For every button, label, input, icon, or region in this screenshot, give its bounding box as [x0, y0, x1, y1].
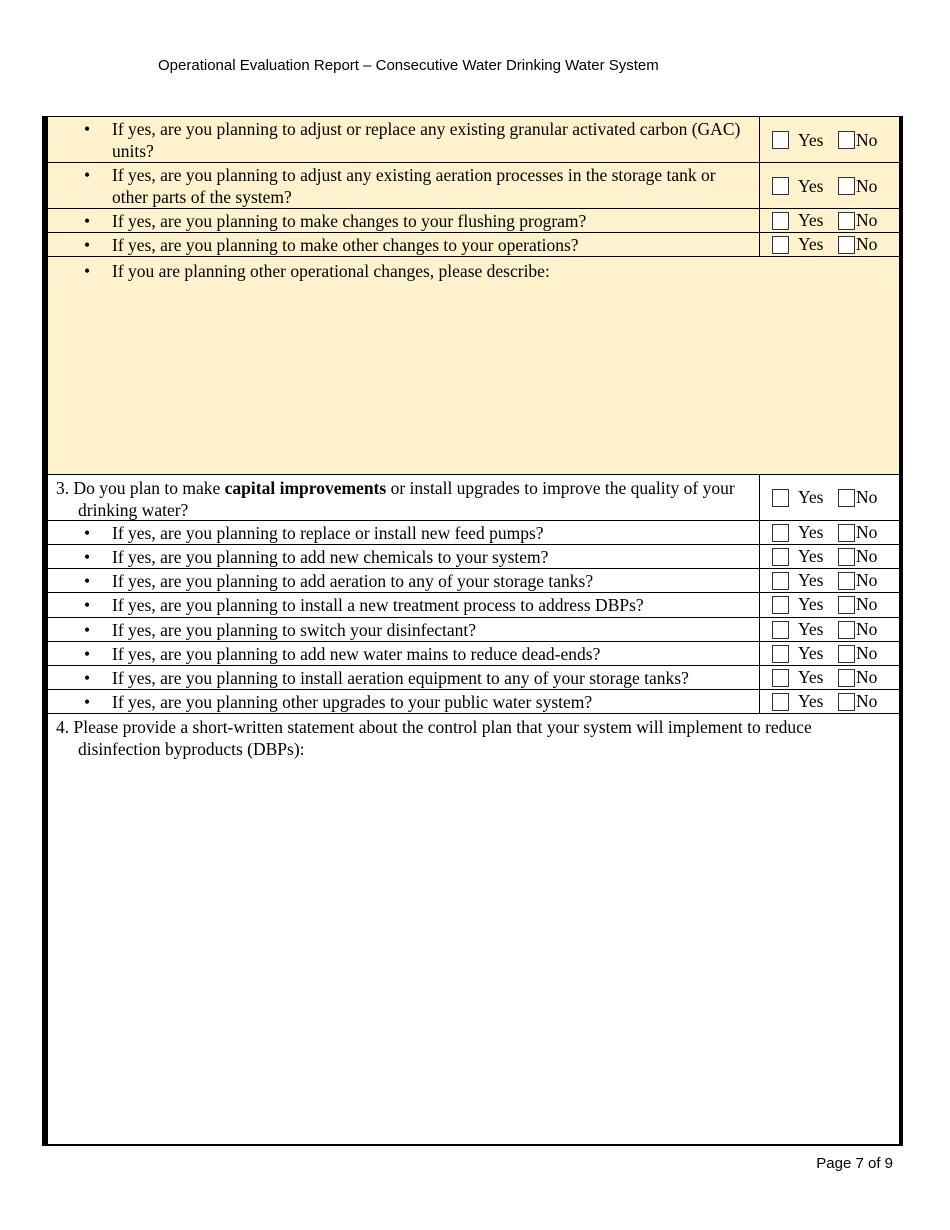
other-changes-row [48, 257, 899, 475]
no-checkbox[interactable] [838, 524, 855, 542]
table-row [48, 593, 899, 618]
q3-question-text: 3. Do you plan to make capital improvements or install upgrades to improve the quality of your drinking water? [56, 478, 735, 520]
no-checkbox[interactable] [838, 693, 855, 711]
yes-checkbox[interactable] [772, 572, 789, 590]
question-cell [48, 163, 760, 208]
bullet-icon: • [84, 595, 91, 615]
other-changes-cell[interactable] [48, 257, 899, 474]
page-header-title: Operational Evaluation Report – Consecutive Water Drinking Water System [158, 57, 659, 74]
question-text: If yes, are you planning to make other changes to your operations? [112, 235, 579, 255]
no-label: No [856, 570, 878, 590]
question-cell [48, 618, 760, 641]
yes-no-cell [760, 618, 899, 641]
yes-no-cell [760, 642, 899, 665]
yes-checkbox[interactable] [772, 645, 789, 663]
no-checkbox[interactable] [838, 548, 855, 566]
q4-question-text: 4. Please provide a short-written statement about the control plan that your system will implement to reduce disinfection byproducts (DBPs): [56, 717, 812, 759]
question-text: If yes, are you planning to switch your disinfectant? [112, 620, 476, 640]
yes-label: Yes [798, 619, 824, 639]
bullet-icon: • [84, 571, 91, 591]
no-label: No [856, 210, 878, 230]
no-checkbox[interactable] [838, 669, 855, 687]
table-row [48, 642, 899, 666]
bullet-icon: • [84, 620, 91, 640]
yes-checkbox[interactable] [772, 212, 789, 230]
yes-checkbox[interactable] [772, 131, 789, 149]
yes-label: Yes [798, 130, 824, 150]
table-row [48, 209, 899, 233]
yes-checkbox[interactable] [772, 489, 789, 507]
no-label: No [856, 619, 878, 639]
yes-checkbox[interactable] [772, 596, 789, 614]
yes-checkbox[interactable] [772, 177, 789, 195]
yes-label: Yes [798, 487, 824, 507]
yes-checkbox[interactable] [772, 621, 789, 639]
yes-checkbox[interactable] [772, 693, 789, 711]
question-text: If yes, are you planning to add aeration to any of your storage tanks? [112, 571, 594, 591]
yes-label: Yes [798, 234, 824, 254]
yes-label: Yes [798, 667, 824, 687]
question-cell [48, 233, 760, 256]
bullet-icon: • [84, 692, 91, 712]
no-checkbox[interactable] [838, 596, 855, 614]
no-label: No [856, 667, 878, 687]
question-cell [48, 209, 760, 232]
question-cell [48, 690, 760, 713]
no-label: No [856, 594, 878, 614]
no-label: No [856, 522, 878, 542]
yes-no-cell [760, 593, 899, 617]
table-row [48, 690, 899, 714]
bullet-icon: • [84, 165, 91, 185]
question-cell [48, 569, 760, 592]
yes-no-cell [760, 209, 899, 232]
question-cell [48, 545, 760, 568]
q3-bold-term: capital improvements [224, 478, 387, 498]
other-changes-text: If you are planning other operational changes, please describe: [112, 261, 550, 281]
question-cell [48, 117, 760, 162]
yes-label: Yes [798, 643, 824, 663]
yes-label: Yes [798, 546, 824, 566]
yes-no-cell [760, 545, 899, 568]
yes-label: Yes [798, 691, 824, 711]
bullet-icon: • [84, 119, 91, 139]
no-checkbox[interactable] [838, 489, 855, 507]
question-cell [48, 593, 760, 617]
no-label: No [856, 234, 878, 254]
no-checkbox[interactable] [838, 645, 855, 663]
bullet-icon: • [84, 523, 91, 543]
question-text: If yes, are you planning other upgrades to your public water system? [112, 692, 593, 712]
table-row [48, 666, 899, 690]
no-label: No [856, 130, 878, 150]
yes-no-cell [760, 475, 899, 520]
yes-no-cell [760, 666, 899, 689]
no-label: No [856, 546, 878, 566]
table-row [48, 545, 899, 569]
bullet-icon: • [84, 668, 91, 688]
table-row [48, 233, 899, 257]
question-text: If yes, are you planning to replace or install new feed pumps? [112, 523, 544, 543]
yes-label: Yes [798, 570, 824, 590]
question-text: If yes, are you planning to add new water mains to reduce dead-ends? [112, 644, 601, 664]
yes-checkbox[interactable] [772, 669, 789, 687]
question-cell [48, 666, 760, 689]
question-text: If yes, are you planning to adjust any existing aeration processes in the storage tank or other parts of the system? [112, 165, 716, 207]
bullet-icon: • [84, 261, 91, 281]
yes-label: Yes [798, 594, 824, 614]
evaluation-form-table [42, 116, 903, 1146]
question-text: If yes, are you planning to add new chemicals to your system? [112, 547, 549, 567]
no-checkbox[interactable] [838, 177, 855, 195]
bullet-icon: • [84, 235, 91, 255]
yes-label: Yes [798, 176, 824, 196]
yes-checkbox[interactable] [772, 524, 789, 542]
yes-label: Yes [798, 522, 824, 542]
yes-checkbox[interactable] [772, 236, 789, 254]
no-label: No [856, 176, 878, 196]
yes-no-cell [760, 233, 899, 256]
no-label: No [856, 691, 878, 711]
no-label: No [856, 643, 878, 663]
table-row [48, 163, 899, 209]
table-row [48, 618, 899, 642]
q4-response-cell[interactable] [48, 714, 899, 1144]
table-row [48, 117, 899, 163]
question-text: If yes, are you planning to make changes to your flushing program? [112, 211, 587, 231]
no-checkbox[interactable] [838, 131, 855, 149]
question-text: If yes, are you planning to adjust or replace any existing granular activated carbon (GAC) units? [112, 119, 741, 161]
yes-no-cell [760, 521, 899, 544]
no-label: No [856, 487, 878, 507]
question-text: If yes, are you planning to install aeration equipment to any of your storage tanks? [112, 668, 689, 688]
yes-no-cell [760, 117, 899, 162]
yes-checkbox[interactable] [772, 548, 789, 566]
q4-row [48, 714, 899, 1144]
table-row [48, 569, 899, 593]
bullet-icon: • [84, 211, 91, 231]
question-cell [48, 521, 760, 544]
no-checkbox[interactable] [838, 212, 855, 230]
no-checkbox[interactable] [838, 236, 855, 254]
question-cell [48, 475, 760, 520]
yes-no-cell [760, 569, 899, 592]
yes-no-cell [760, 163, 899, 208]
q3-row [48, 475, 899, 521]
no-checkbox[interactable] [838, 572, 855, 590]
no-checkbox[interactable] [838, 621, 855, 639]
table-row [48, 521, 899, 545]
page-number: Page 7 of 9 [816, 1155, 893, 1172]
yes-label: Yes [798, 210, 824, 230]
bullet-icon: • [84, 644, 91, 664]
question-cell [48, 642, 760, 665]
yes-no-cell [760, 690, 899, 713]
question-text: If yes, are you planning to install a new treatment process to address DBPs? [112, 595, 644, 615]
bullet-icon: • [84, 547, 91, 567]
